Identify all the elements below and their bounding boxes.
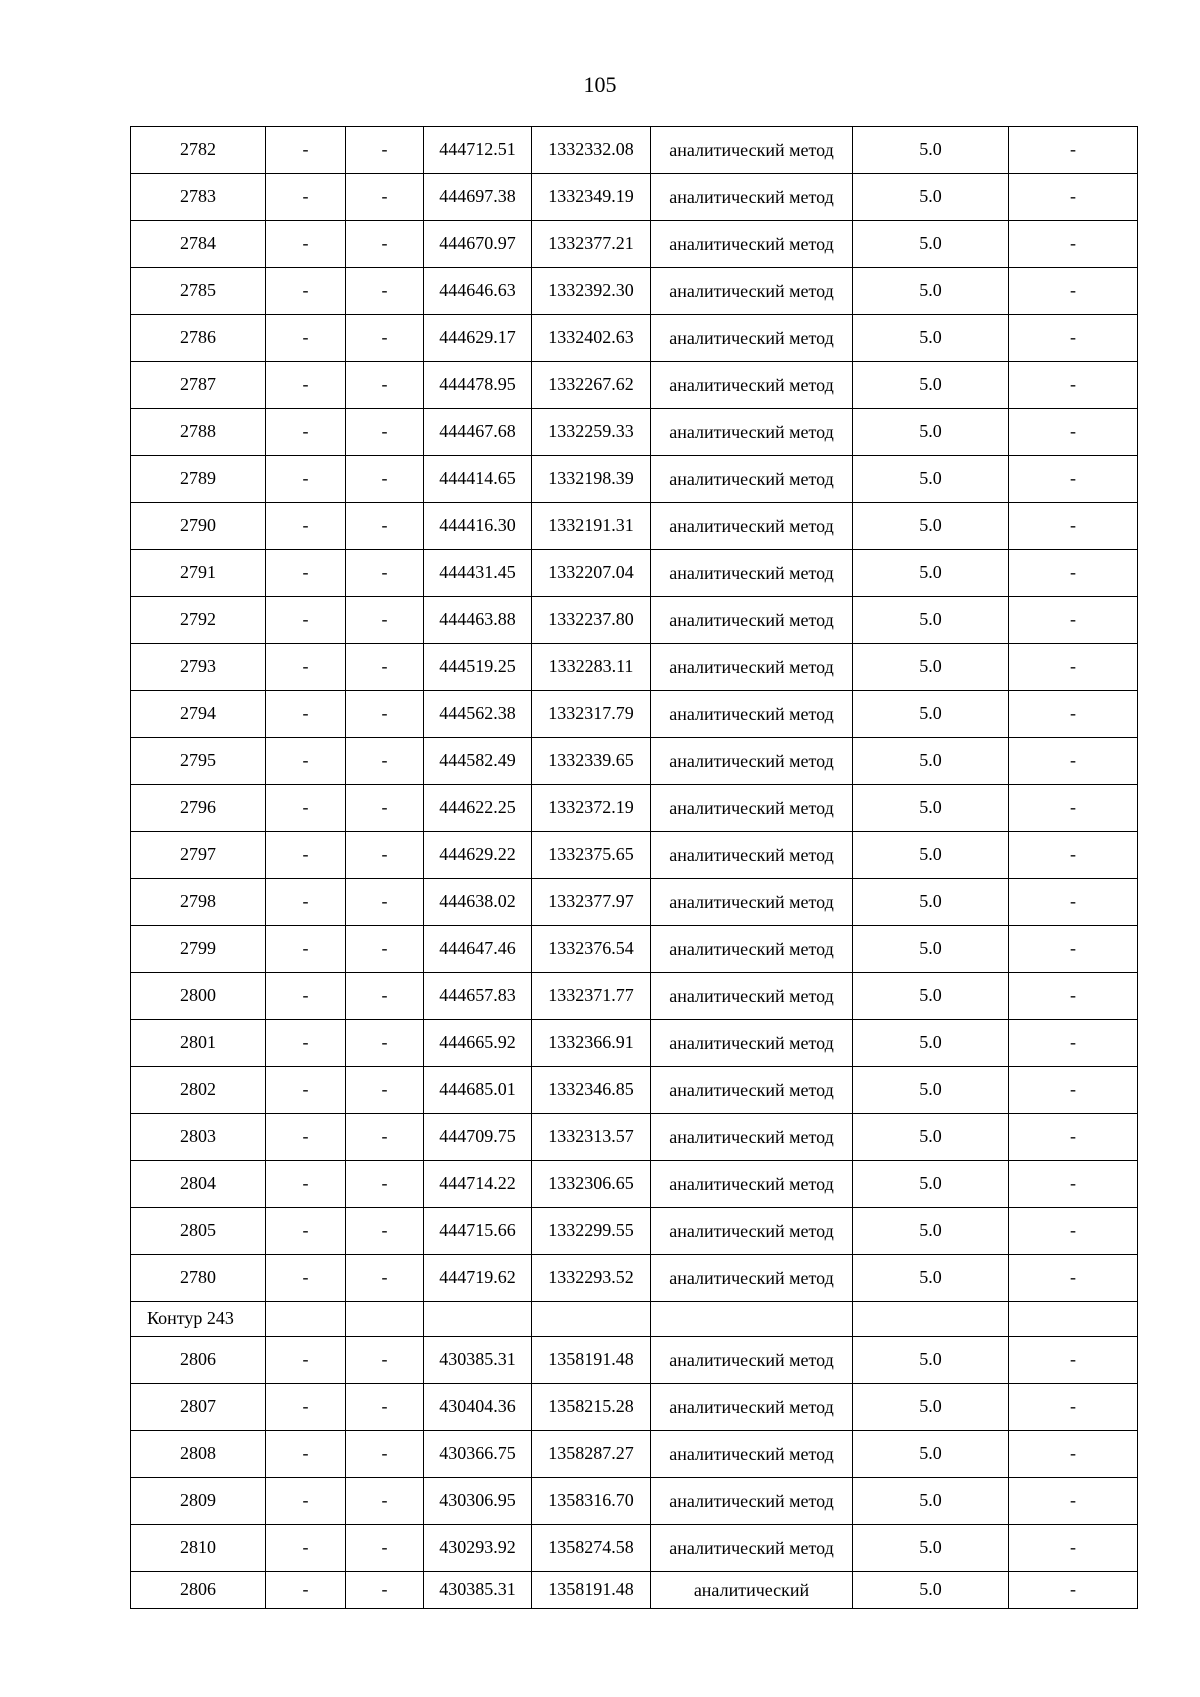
x-coordinate-cell: 444685.01 [424, 1067, 532, 1114]
x-coordinate-cell: 444697.38 [424, 174, 532, 221]
y-coordinate-cell: 1332377.97 [532, 879, 651, 926]
accuracy-cell: 5.0 [853, 456, 1009, 503]
accuracy-cell: 5.0 [853, 409, 1009, 456]
empty-value-cell: - [1009, 1478, 1138, 1525]
table-row [131, 597, 1138, 644]
method-cell: аналитический метод [651, 597, 853, 644]
y-coordinate-cell: 1332339.65 [532, 738, 651, 785]
empty-value-cell: - [1009, 174, 1138, 221]
accuracy-cell: 5.0 [853, 1067, 1009, 1114]
x-coordinate-cell: 430404.36 [424, 1384, 532, 1431]
method-cell: аналитический метод [651, 268, 853, 315]
x-coordinate-cell: 430366.75 [424, 1431, 532, 1478]
accuracy-cell: 5.0 [853, 1337, 1009, 1384]
table-row [131, 550, 1138, 597]
y-coordinate-cell: 1332372.19 [532, 785, 651, 832]
empty-value-cell: - [346, 550, 424, 597]
empty-value-cell: - [266, 1525, 346, 1572]
y-coordinate-cell: 1332349.19 [532, 174, 651, 221]
point-number-cell: 2792 [131, 597, 266, 644]
empty-value-cell: - [346, 1114, 424, 1161]
accuracy-cell: 5.0 [853, 550, 1009, 597]
empty-value-cell: - [266, 221, 346, 268]
x-coordinate-cell: 444478.95 [424, 362, 532, 409]
x-coordinate-cell: 444629.22 [424, 832, 532, 879]
empty-value-cell: - [1009, 127, 1138, 174]
method-cell: аналитический метод [651, 879, 853, 926]
empty-value-cell: - [346, 1020, 424, 1067]
empty-value-cell: - [1009, 691, 1138, 738]
y-coordinate-cell: 1332402.63 [532, 315, 651, 362]
empty-value-cell: - [1009, 1208, 1138, 1255]
accuracy-cell: 5.0 [853, 315, 1009, 362]
accuracy-cell: 5.0 [853, 738, 1009, 785]
x-coordinate-cell: 444519.25 [424, 644, 532, 691]
method-cell: аналитический метод [651, 738, 853, 785]
table-row [131, 1114, 1138, 1161]
empty-value-cell: - [266, 926, 346, 973]
table-row [131, 1431, 1138, 1478]
empty-value-cell: - [1009, 1384, 1138, 1431]
point-number-cell: 2804 [131, 1161, 266, 1208]
point-number-cell: 2800 [131, 973, 266, 1020]
section-label: Контур 243 [131, 1302, 266, 1337]
empty-value-cell: - [1009, 973, 1138, 1020]
empty-cell [1009, 1302, 1138, 1337]
y-coordinate-cell: 1332366.91 [532, 1020, 651, 1067]
empty-value-cell: - [346, 503, 424, 550]
accuracy-cell: 5.0 [853, 1255, 1009, 1302]
accuracy-cell: 5.0 [853, 1384, 1009, 1431]
point-number-cell: 2799 [131, 926, 266, 973]
accuracy-cell: 5.0 [853, 597, 1009, 644]
table-row [131, 738, 1138, 785]
method-cell: аналитический [651, 1572, 853, 1609]
method-cell: аналитический метод [651, 832, 853, 879]
empty-value-cell: - [346, 221, 424, 268]
empty-value-cell: - [266, 550, 346, 597]
method-cell: аналитический метод [651, 1161, 853, 1208]
empty-value-cell: - [1009, 221, 1138, 268]
empty-value-cell: - [1009, 362, 1138, 409]
empty-value-cell: - [266, 362, 346, 409]
empty-value-cell: - [266, 738, 346, 785]
empty-value-cell: - [346, 691, 424, 738]
y-coordinate-cell: 1332198.39 [532, 456, 651, 503]
point-number-cell: 2801 [131, 1020, 266, 1067]
table-row [131, 1067, 1138, 1114]
accuracy-cell: 5.0 [853, 1525, 1009, 1572]
x-coordinate-cell: 444622.25 [424, 785, 532, 832]
table-row [131, 879, 1138, 926]
x-coordinate-cell: 444646.63 [424, 268, 532, 315]
point-number-cell: 2796 [131, 785, 266, 832]
method-cell: аналитический метод [651, 1020, 853, 1067]
y-coordinate-cell: 1332207.04 [532, 550, 651, 597]
empty-value-cell: - [1009, 1337, 1138, 1384]
empty-value-cell: - [346, 1255, 424, 1302]
empty-value-cell: - [346, 1478, 424, 1525]
point-number-cell: 2791 [131, 550, 266, 597]
accuracy-cell: 5.0 [853, 973, 1009, 1020]
y-coordinate-cell: 1358191.48 [532, 1572, 651, 1609]
empty-value-cell: - [266, 1067, 346, 1114]
empty-value-cell: - [1009, 1255, 1138, 1302]
empty-cell [266, 1302, 346, 1337]
empty-value-cell: - [346, 409, 424, 456]
empty-value-cell: - [266, 1020, 346, 1067]
empty-value-cell: - [346, 973, 424, 1020]
empty-value-cell: - [266, 1337, 346, 1384]
table-row [131, 973, 1138, 1020]
x-coordinate-cell: 444416.30 [424, 503, 532, 550]
table-row [131, 362, 1138, 409]
table-row [131, 1255, 1138, 1302]
empty-value-cell: - [266, 1384, 346, 1431]
point-number-cell: 2803 [131, 1114, 266, 1161]
method-cell: аналитический метод [651, 127, 853, 174]
accuracy-cell: 5.0 [853, 268, 1009, 315]
empty-value-cell: - [266, 1208, 346, 1255]
empty-value-cell: - [266, 174, 346, 221]
x-coordinate-cell: 444629.17 [424, 315, 532, 362]
point-number-cell: 2809 [131, 1478, 266, 1525]
table-row [131, 268, 1138, 315]
x-coordinate-cell: 444463.88 [424, 597, 532, 644]
table-row [131, 174, 1138, 221]
point-number-cell: 2808 [131, 1431, 266, 1478]
table-row [131, 503, 1138, 550]
method-cell: аналитический метод [651, 644, 853, 691]
accuracy-cell: 5.0 [853, 1114, 1009, 1161]
table-row [131, 1337, 1138, 1384]
table-row [131, 456, 1138, 503]
empty-value-cell: - [1009, 1161, 1138, 1208]
x-coordinate-cell: 444582.49 [424, 738, 532, 785]
table-row [131, 1020, 1138, 1067]
empty-value-cell: - [346, 1525, 424, 1572]
empty-value-cell: - [266, 644, 346, 691]
x-coordinate-cell: 444715.66 [424, 1208, 532, 1255]
accuracy-cell: 5.0 [853, 832, 1009, 879]
table-row [131, 644, 1138, 691]
accuracy-cell: 5.0 [853, 644, 1009, 691]
accuracy-cell: 5.0 [853, 785, 1009, 832]
empty-value-cell: - [266, 409, 346, 456]
empty-value-cell: - [346, 362, 424, 409]
method-cell: аналитический метод [651, 174, 853, 221]
x-coordinate-cell: 444709.75 [424, 1114, 532, 1161]
section-row [131, 1302, 1138, 1337]
accuracy-cell: 5.0 [853, 362, 1009, 409]
empty-value-cell: - [266, 1431, 346, 1478]
y-coordinate-cell: 1332377.21 [532, 221, 651, 268]
coordinates-table [130, 126, 1138, 1609]
method-cell: аналитический метод [651, 362, 853, 409]
table-row [131, 1384, 1138, 1431]
empty-value-cell: - [266, 1478, 346, 1525]
empty-value-cell: - [1009, 1431, 1138, 1478]
accuracy-cell: 5.0 [853, 1431, 1009, 1478]
method-cell: аналитический метод [651, 1525, 853, 1572]
y-coordinate-cell: 1358215.28 [532, 1384, 651, 1431]
y-coordinate-cell: 1358191.48 [532, 1337, 651, 1384]
point-number-cell: 2787 [131, 362, 266, 409]
empty-cell [651, 1302, 853, 1337]
empty-value-cell: - [1009, 456, 1138, 503]
empty-value-cell: - [266, 879, 346, 926]
table-row [131, 315, 1138, 362]
x-coordinate-cell: 444665.92 [424, 1020, 532, 1067]
point-number-cell: 2783 [131, 174, 266, 221]
table-body [131, 127, 1138, 1609]
point-number-cell: 2806 [131, 1572, 266, 1609]
point-number-cell: 2784 [131, 221, 266, 268]
accuracy-cell: 5.0 [853, 1020, 1009, 1067]
point-number-cell: 2795 [131, 738, 266, 785]
y-coordinate-cell: 1332313.57 [532, 1114, 651, 1161]
method-cell: аналитический метод [651, 1067, 853, 1114]
method-cell: аналитический метод [651, 315, 853, 362]
table-row [131, 1208, 1138, 1255]
empty-value-cell: - [346, 174, 424, 221]
accuracy-cell: 5.0 [853, 127, 1009, 174]
empty-value-cell: - [266, 973, 346, 1020]
point-number-cell: 2802 [131, 1067, 266, 1114]
page-number: 105 [583, 72, 617, 97]
accuracy-cell: 5.0 [853, 503, 1009, 550]
point-number-cell: 2788 [131, 409, 266, 456]
method-cell: аналитический метод [651, 1384, 853, 1431]
empty-value-cell: - [346, 1067, 424, 1114]
empty-value-cell: - [346, 1161, 424, 1208]
point-number-cell: 2805 [131, 1208, 266, 1255]
point-number-cell: 2786 [131, 315, 266, 362]
table-row [131, 221, 1138, 268]
empty-value-cell: - [1009, 1020, 1138, 1067]
y-coordinate-cell: 1358316.70 [532, 1478, 651, 1525]
empty-value-cell: - [266, 785, 346, 832]
empty-value-cell: - [266, 597, 346, 644]
point-number-cell: 2785 [131, 268, 266, 315]
method-cell: аналитический метод [651, 1255, 853, 1302]
y-coordinate-cell: 1332317.79 [532, 691, 651, 738]
point-number-cell: 2789 [131, 456, 266, 503]
empty-value-cell: - [346, 1384, 424, 1431]
empty-cell [424, 1302, 532, 1337]
empty-value-cell: - [266, 1255, 346, 1302]
accuracy-cell: 5.0 [853, 1478, 1009, 1525]
empty-value-cell: - [266, 832, 346, 879]
empty-value-cell: - [1009, 832, 1138, 879]
empty-value-cell: - [266, 268, 346, 315]
y-coordinate-cell: 1332306.65 [532, 1161, 651, 1208]
table-row [131, 1525, 1138, 1572]
accuracy-cell: 5.0 [853, 926, 1009, 973]
point-number-cell: 2798 [131, 879, 266, 926]
y-coordinate-cell: 1332346.85 [532, 1067, 651, 1114]
method-cell: аналитический метод [651, 1208, 853, 1255]
x-coordinate-cell: 430385.31 [424, 1337, 532, 1384]
x-coordinate-cell: 430385.31 [424, 1572, 532, 1609]
x-coordinate-cell: 430306.95 [424, 1478, 532, 1525]
point-number-cell: 2780 [131, 1255, 266, 1302]
empty-value-cell: - [346, 785, 424, 832]
method-cell: аналитический метод [651, 1114, 853, 1161]
empty-value-cell: - [1009, 879, 1138, 926]
empty-value-cell: - [1009, 926, 1138, 973]
method-cell: аналитический метод [651, 973, 853, 1020]
table-row [131, 127, 1138, 174]
x-coordinate-cell: 444657.83 [424, 973, 532, 1020]
x-coordinate-cell: 444562.38 [424, 691, 532, 738]
x-coordinate-cell: 444638.02 [424, 879, 532, 926]
y-coordinate-cell: 1332332.08 [532, 127, 651, 174]
method-cell: аналитический метод [651, 409, 853, 456]
empty-value-cell: - [1009, 409, 1138, 456]
method-cell: аналитический метод [651, 785, 853, 832]
x-coordinate-cell: 444719.62 [424, 1255, 532, 1302]
y-coordinate-cell: 1332371.77 [532, 973, 651, 1020]
table-row [131, 1478, 1138, 1525]
point-number-cell: 2807 [131, 1384, 266, 1431]
method-cell: аналитический метод [651, 1431, 853, 1478]
point-number-cell: 2793 [131, 644, 266, 691]
empty-value-cell: - [1009, 785, 1138, 832]
empty-value-cell: - [1009, 268, 1138, 315]
empty-value-cell: - [346, 268, 424, 315]
y-coordinate-cell: 1332259.33 [532, 409, 651, 456]
empty-cell [532, 1302, 651, 1337]
accuracy-cell: 5.0 [853, 1572, 1009, 1609]
empty-cell [346, 1302, 424, 1337]
empty-value-cell: - [346, 738, 424, 785]
empty-value-cell: - [346, 597, 424, 644]
accuracy-cell: 5.0 [853, 1161, 1009, 1208]
x-coordinate-cell: 444714.22 [424, 1161, 532, 1208]
accuracy-cell: 5.0 [853, 221, 1009, 268]
method-cell: аналитический метод [651, 550, 853, 597]
table-row [131, 409, 1138, 456]
table-row [131, 785, 1138, 832]
empty-cell [853, 1302, 1009, 1337]
empty-value-cell: - [346, 315, 424, 362]
table-row [131, 832, 1138, 879]
y-coordinate-cell: 1332267.62 [532, 362, 651, 409]
point-number-cell: 2790 [131, 503, 266, 550]
table-row [131, 1572, 1138, 1609]
y-coordinate-cell: 1332237.80 [532, 597, 651, 644]
point-number-cell: 2806 [131, 1337, 266, 1384]
empty-value-cell: - [1009, 1572, 1138, 1609]
x-coordinate-cell: 444467.68 [424, 409, 532, 456]
x-coordinate-cell: 444647.46 [424, 926, 532, 973]
y-coordinate-cell: 1332283.11 [532, 644, 651, 691]
y-coordinate-cell: 1332392.30 [532, 268, 651, 315]
empty-value-cell: - [266, 1161, 346, 1208]
empty-value-cell: - [346, 879, 424, 926]
empty-value-cell: - [1009, 503, 1138, 550]
empty-value-cell: - [346, 644, 424, 691]
method-cell: аналитический метод [651, 926, 853, 973]
empty-value-cell: - [346, 127, 424, 174]
empty-value-cell: - [1009, 1525, 1138, 1572]
empty-value-cell: - [266, 315, 346, 362]
empty-value-cell: - [346, 1337, 424, 1384]
empty-value-cell: - [266, 127, 346, 174]
empty-value-cell: - [346, 456, 424, 503]
y-coordinate-cell: 1332375.65 [532, 832, 651, 879]
method-cell: аналитический метод [651, 1337, 853, 1384]
y-coordinate-cell: 1332293.52 [532, 1255, 651, 1302]
empty-value-cell: - [346, 1208, 424, 1255]
empty-value-cell: - [1009, 644, 1138, 691]
point-number-cell: 2797 [131, 832, 266, 879]
x-coordinate-cell: 444414.65 [424, 456, 532, 503]
empty-value-cell: - [346, 1572, 424, 1609]
empty-value-cell: - [1009, 738, 1138, 785]
empty-value-cell: - [1009, 1114, 1138, 1161]
empty-value-cell: - [346, 926, 424, 973]
method-cell: аналитический метод [651, 1478, 853, 1525]
y-coordinate-cell: 1332299.55 [532, 1208, 651, 1255]
accuracy-cell: 5.0 [853, 691, 1009, 738]
empty-value-cell: - [346, 832, 424, 879]
empty-value-cell: - [266, 503, 346, 550]
table-row [131, 691, 1138, 738]
point-number-cell: 2782 [131, 127, 266, 174]
empty-value-cell: - [346, 1431, 424, 1478]
x-coordinate-cell: 444712.51 [424, 127, 532, 174]
point-number-cell: 2810 [131, 1525, 266, 1572]
table-row [131, 1161, 1138, 1208]
x-coordinate-cell: 444670.97 [424, 221, 532, 268]
x-coordinate-cell: 430293.92 [424, 1525, 532, 1572]
accuracy-cell: 5.0 [853, 879, 1009, 926]
empty-value-cell: - [266, 1114, 346, 1161]
accuracy-cell: 5.0 [853, 174, 1009, 221]
point-number-cell: 2794 [131, 691, 266, 738]
empty-value-cell: - [266, 1572, 346, 1609]
empty-value-cell: - [1009, 597, 1138, 644]
method-cell: аналитический метод [651, 456, 853, 503]
x-coordinate-cell: 444431.45 [424, 550, 532, 597]
empty-value-cell: - [1009, 315, 1138, 362]
y-coordinate-cell: 1358274.58 [532, 1525, 651, 1572]
y-coordinate-cell: 1332191.31 [532, 503, 651, 550]
empty-value-cell: - [266, 456, 346, 503]
accuracy-cell: 5.0 [853, 1208, 1009, 1255]
empty-value-cell: - [266, 691, 346, 738]
empty-value-cell: - [1009, 550, 1138, 597]
table-row [131, 926, 1138, 973]
empty-value-cell: - [1009, 1067, 1138, 1114]
method-cell: аналитический метод [651, 221, 853, 268]
method-cell: аналитический метод [651, 691, 853, 738]
y-coordinate-cell: 1358287.27 [532, 1431, 651, 1478]
y-coordinate-cell: 1332376.54 [532, 926, 651, 973]
method-cell: аналитический метод [651, 503, 853, 550]
